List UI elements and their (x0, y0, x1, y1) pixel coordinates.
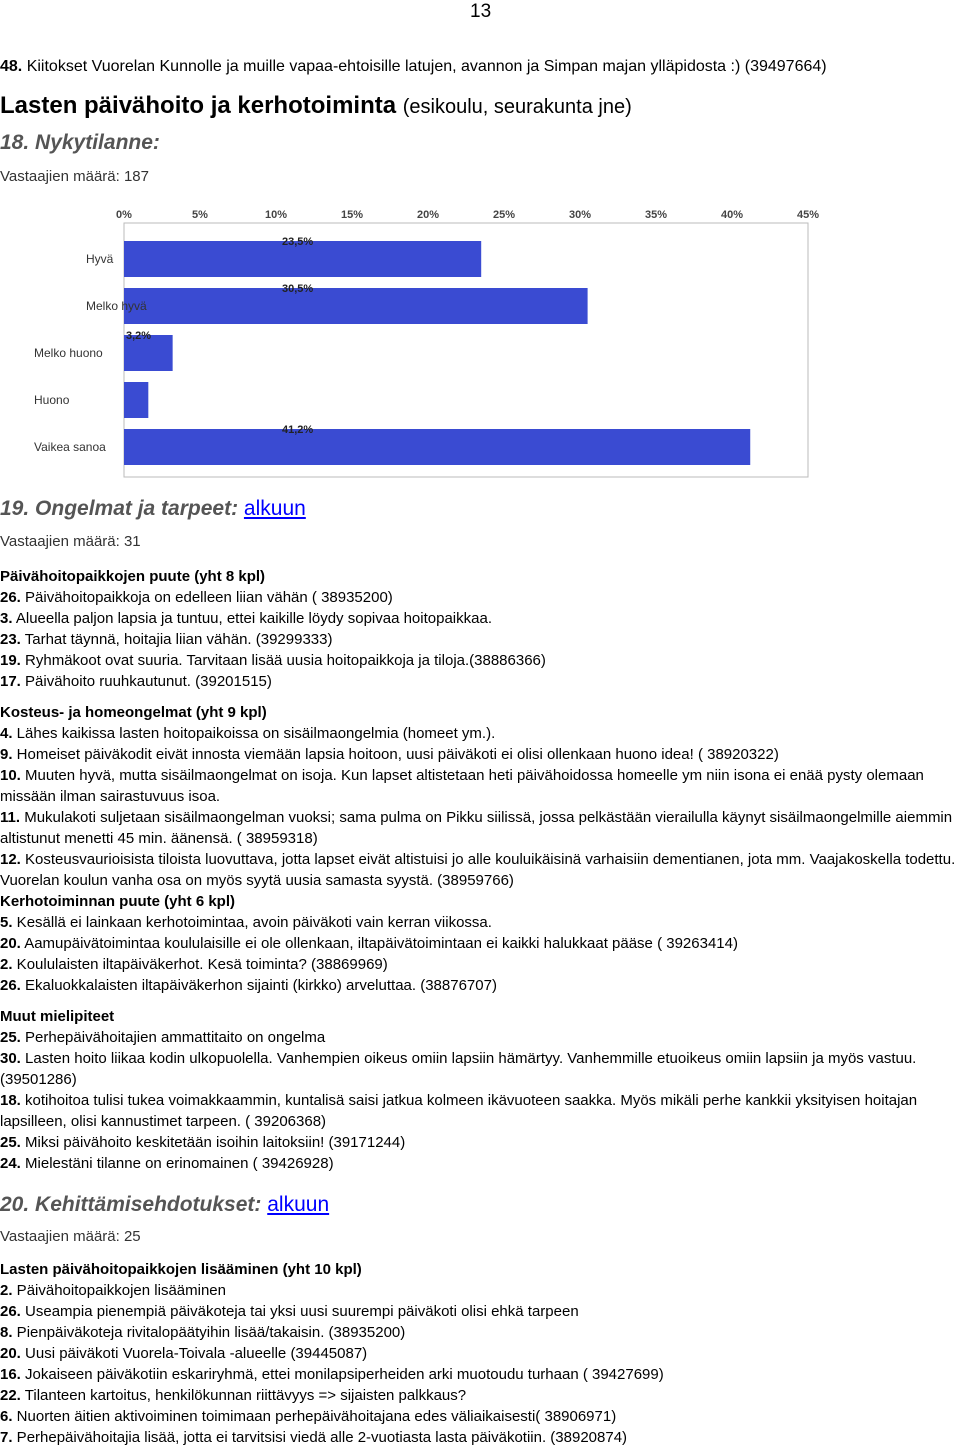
section-title (0, 92, 632, 120)
answer-text: Alueella paljon lapsia ja tuntuu, ettei kaikille löydy sopivaa hoitopaikkaa. (12, 610, 492, 627)
answer-item (0, 1048, 960, 1090)
category-heading: Kosteus- ja homeongelmat (yht 9 kpl) (0, 704, 267, 721)
answer-text: Uusi päiväkoti Vuorela-Toivala -alueelle (39445087) (20, 1345, 368, 1362)
answer-text: Nuorten äitien aktivoiminen toimimaan perhepäivähoitajana edes väliaikaisesti( 38906971) (12, 1408, 617, 1425)
back-to-top-link[interactable]: alkuun (267, 1193, 330, 1216)
answer-text: Perhepäivähoitajia lisää, jotta ei tarvitsisi viedä alle 2-vuotiasta lasta päiväkotiin. (38920874) (12, 1429, 628, 1446)
question-19-title (0, 497, 306, 521)
bar-1 (124, 288, 588, 324)
answer-item (0, 954, 960, 975)
category-heading: Lasten päivähoitopaikkojen lisääminen (yht 10 kpl) (0, 1261, 362, 1278)
category-label: Melko huono (34, 346, 103, 360)
answer-text: Tarhat täynnä, hoitajia liian vähän. (39299333) (20, 631, 333, 648)
answer-number: 24. (0, 1155, 21, 1172)
answer-number: 3. (0, 610, 13, 627)
category-label: Vaikea sanoa (34, 440, 106, 454)
data-label: 41,2% (282, 424, 314, 436)
answer-item (0, 849, 960, 891)
answer-text: Päivähoitopaikkoja on edelleen liian vähän ( 38935200) (20, 589, 393, 606)
answer-item (0, 765, 960, 807)
category-heading: Kerhotoiminnan puute (yht 6 kpl) (0, 893, 235, 910)
category-label: Melko hyvä (86, 299, 147, 313)
bar-4 (124, 429, 750, 465)
answer-number: 19. (0, 652, 21, 669)
answer-text: Jokaiseen päiväkotiin eskariryhmä, ettei monilapsiperheiden arki muotoudu turhaan ( 39427699) (20, 1366, 664, 1383)
answer-number: 25. (0, 1029, 21, 1046)
x-tick-label: 25% (492, 209, 516, 221)
category-heading: Muut mielipiteet (0, 1008, 115, 1025)
question-18-title: 18. Nykytilanne: (0, 131, 160, 154)
data-label: 23,5% (282, 236, 314, 248)
answer-text: Perhepäivähoitajien ammattitaito on ongelma (20, 1029, 326, 1046)
answer-item (0, 1322, 960, 1343)
answer-text: Ryhmäkoot ovat suuria. Tarvitaan lisää uusia hoitopaikkoja ja tiloja.(38886366) (20, 652, 546, 669)
answer-item (0, 671, 960, 692)
answer-item (0, 1406, 960, 1427)
section-subtitle: (esikoulu, seurakunta jne) (402, 96, 632, 118)
answer-text: Muuten hyvä, mutta sisäilmaongelmat on isoja. Kun lapset altistetaan heti päivähoidossa homeelle ym niin isona ei enää pysty olemaan missään ilman sairastuvuus isoa. (0, 767, 924, 805)
x-tick-label: 35% (644, 209, 668, 221)
answer-item (0, 587, 960, 608)
answer-text: Lasten hoito liikaa kodin ulkopuolella. Vanhempien oikeus omiin lapsiin hämärtyy. Vanhemmille etuoikeus omiin lapsiin ja myös vastuu. (39501286) (0, 1050, 917, 1088)
data-label: 3,2% (126, 330, 152, 342)
answer-text: Kesällä ei lainkaan kerhotoimintaa, avoin päiväkoti vain kerran viikossa. (12, 914, 492, 931)
answer-text: Useampia pienempiä päiväkoteja tai yksi uusi suurempi päiväkoti olisi ehkä tarpeen (20, 1303, 579, 1320)
answer-number: 2. (0, 956, 13, 973)
answer-number: 26. (0, 977, 21, 994)
x-tick-label: 45% (796, 209, 820, 221)
answer-item (0, 975, 960, 996)
answer-text: Pienpäiväkoteja rivitalopäätyihin lisää/takaisin. (38935200) (12, 1324, 406, 1341)
answer-number: 16. (0, 1366, 21, 1383)
answer-item (0, 650, 960, 671)
answer-number: 18. (0, 1092, 21, 1109)
q19-respondents: Vastaajien määrä: 31 (0, 533, 141, 550)
answer-text: Miksi päivähoito keskitetään isoihin laitoksiin! (39171244) (20, 1134, 406, 1151)
answer-number: 26. (0, 1303, 21, 1320)
answer-number: 11. (0, 809, 21, 826)
comment-number: 48. (0, 58, 23, 75)
answer-number: 8. (0, 1324, 13, 1341)
answer-number: 12. (0, 851, 21, 868)
answer-number: 6. (0, 1408, 13, 1425)
answer-text: Kosteusvaurioisista tiloista luovuttava, jotta lapset eivät altistuisi jo alle kouluikäisinä varhaisiin dementianen, jota mm. Vaajakoskella todettu. Vuorelan koulun vanha osa on myös syytä uusia samasta syystä. (38959766) (0, 851, 956, 889)
answer-text: Päivähoitopaikkojen lisääminen (12, 1282, 226, 1299)
answer-item (0, 744, 960, 765)
x-tick-label: 20% (416, 209, 440, 221)
q19-title-text: 19. Ongelmat ja tarpeet: (0, 497, 244, 520)
x-tick-label: 30% (568, 209, 592, 221)
category-label: Hyvä (86, 252, 114, 266)
answer-number: 30. (0, 1050, 21, 1067)
bar-chart (28, 203, 820, 479)
back-to-top-link[interactable]: alkuun (243, 497, 306, 520)
answer-item (0, 1343, 960, 1364)
answer-number: 10. (0, 767, 21, 784)
section-title-text: Lasten päivähoito ja kerhotoiminta (0, 92, 397, 119)
q20-answers (0, 1259, 960, 1448)
q19-answers (0, 566, 960, 1174)
page-number: 13 (470, 1, 492, 22)
answer-number: 20. (0, 935, 21, 952)
answer-number: 2. (0, 1282, 13, 1299)
answer-text: Mukulakoti suljetaan sisäilmaongelman vuoksi; sama pulma on Pikku siilissä, jossa pelkästään vierailulla käynyt sisäilmaongelmille aiemmin altistunut menetti 45 min. äänensä. ( 38959318) (0, 809, 953, 847)
answer-number: 23. (0, 631, 21, 648)
answer-number: 26. (0, 589, 21, 606)
comment-48 (0, 58, 827, 76)
q18-respondents: Vastaajien määrä: 187 (0, 168, 149, 185)
data-label: 30,5% (282, 283, 314, 295)
x-tick-label: 5% (192, 209, 208, 221)
category-heading: Päivähoitopaikkojen puute (yht 8 kpl) (0, 568, 266, 585)
answer-item (0, 723, 960, 744)
answer-item (0, 807, 960, 849)
answer-text: Koululaisten iltapäiväkerhot. Kesä toiminta? (38869969) (12, 956, 388, 973)
answer-item (0, 1427, 960, 1448)
answer-text: Homeiset päiväkodit eivät innosta viemään lapsia hoitoon, uusi päiväkoti ei olisi ollenkaan huono idea! ( 38920322) (12, 746, 779, 763)
question-20-title (0, 1193, 329, 1217)
answer-item (0, 1301, 960, 1322)
x-tick-label: 40% (720, 209, 744, 221)
answer-text: Päivähoito ruuhkautunut. (39201515) (20, 673, 272, 690)
answer-item (0, 1280, 960, 1301)
answer-item (0, 1153, 960, 1174)
answer-text: kotihoitoa tulisi tukea voimakkaammin, kuntalisä saisi jatkua kolmeen ikävuoteen saakka. Myös mikäli perhe kankkii yksityisen hoitajan lapsilleen, olisi kannustimet tarpeen. ( 39206368) (0, 1092, 918, 1130)
answer-text: Ekaluokkalaisten iltapäiväkerhon sijainti (kirkko) arveluttaa. (38876707) (20, 977, 497, 994)
answer-number: 22. (0, 1387, 21, 1404)
bar-3 (124, 382, 148, 418)
x-tick-label: 15% (340, 209, 364, 221)
answer-number: 4. (0, 725, 13, 742)
answer-text: Aamupäivätoimintaa koululaisille ei ole ollenkaan, iltapäivätoimintaan ei kaikki halukkaat pääse ( 39263414) (20, 935, 738, 952)
answer-number: 25. (0, 1134, 21, 1151)
category-label: Huono (34, 393, 70, 407)
answer-number: 17. (0, 673, 21, 690)
answer-item (0, 1090, 960, 1132)
x-tick-label: 0% (116, 209, 132, 221)
q20-title-text: 20. Kehittämisehdotukset: (0, 1193, 268, 1216)
answer-number: 5. (0, 914, 13, 931)
answer-number: 20. (0, 1345, 21, 1362)
answer-item (0, 608, 960, 629)
comment-text: Kiitokset Vuorelan Kunnolle ja muille vapaa-ehtoisille latujen, avannon ja Simpan majan ylläpidosta :) (39497664) (22, 58, 827, 75)
answer-text: Lähes kaikissa lasten hoitopaikoissa on sisäilmaongelmia (homeet ym.). (12, 725, 496, 742)
answer-item (0, 1132, 960, 1153)
answer-text: Mielestäni tilanne on erinomainen ( 39426928) (20, 1155, 334, 1172)
answer-item (0, 1385, 960, 1406)
answer-item (0, 629, 960, 650)
x-tick-label: 10% (264, 209, 288, 221)
answer-item (0, 1364, 960, 1385)
answer-item (0, 933, 960, 954)
answer-number: 9. (0, 746, 13, 763)
answer-item (0, 912, 960, 933)
answer-text: Tilanteen kartoitus, henkilökunnan riittävyys => sijaisten palkkaus? (20, 1387, 467, 1404)
q20-respondents: Vastaajien määrä: 25 (0, 1228, 141, 1245)
answer-item (0, 1027, 960, 1048)
answer-number: 7. (0, 1429, 13, 1446)
